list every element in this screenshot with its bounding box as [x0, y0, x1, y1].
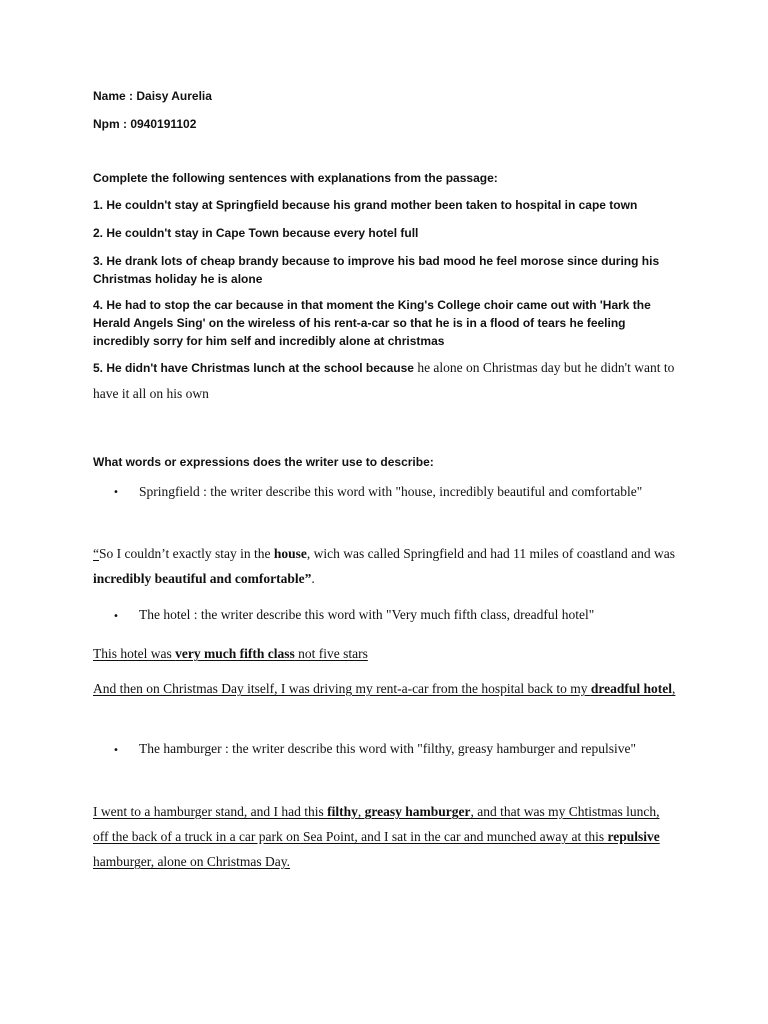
answer-1: 1. He couldn't stay at Springfield because his grand mother been taken to hospital in cape town [93, 198, 638, 212]
bullet-icon: • [113, 611, 119, 622]
quote-term-beautiful: incredibly beautiful and comfortable” [93, 571, 312, 586]
answer-5 [93, 355, 683, 406]
quote-hamburger: I went to a hamburger stand, and I had this filthy, greasy hamburger, and that was my Chtistmas lunch, off the back of a truck in a car park on Sea Point, and I sat in the car and munched away at this repulsive hamburger, alone on Christmas Day. [93, 804, 660, 869]
quote-springfield: “So I couldn’t exactly stay in the house, wich was called Springfield and had 11 miles of coastland and was incredibly beautiful and comfortable”. [93, 546, 676, 586]
answer-5-rest: he alone on Christmas day but he didn't want to have it all on his own [93, 360, 675, 401]
describe-hotel: The hotel : the writer describe this word with "Very much fifth class, dreadful hotel" [139, 607, 595, 622]
answer-3: 3. He drank lots of cheap brandy because to improve his bad mood he feel morose since during his Christmas holiday he is alone [93, 254, 660, 286]
quote-term-repulsive: repulsive [607, 829, 660, 844]
bullet-icon: • [113, 745, 119, 756]
answer-2: 2. He couldn't stay in Cape Town because every hotel full [93, 226, 419, 240]
quote-term-filthy: filthy [327, 804, 358, 819]
quote-term-greasy-hamburger: greasy hamburger [364, 804, 471, 819]
quote-hotel-2: And then on Christmas Day itself, I was driving my rent-a-car from the hospital back to my dreadful hotel, [93, 681, 676, 696]
describe-hamburger: The hamburger : the writer describe this word with "filthy, greasy hamburger and repulsive" [139, 741, 637, 756]
student-name: Name : Daisy Aurelia [93, 89, 212, 103]
quote-term-dreadful-hotel: dreadful hotel [590, 681, 673, 696]
quote-hotel-1: This hotel was very much fifth class not five stars [93, 646, 368, 661]
quote-term-fifth-class: very much fifth class [175, 646, 295, 661]
answer-4: 4. He had to stop the car because in that moment the King's College choir came out with 'Hark the Herald Angels Sing' on the wireless of his rent-a-car so that he is in a flood of tears he feeling incredibly sorry for him self and incredibly alone at christmas [93, 298, 651, 348]
bullet-icon: • [113, 487, 119, 498]
answer-5-lead: 5. He didn't have Christmas lunch at the school because [93, 361, 414, 375]
student-npm: Npm : 0940191102 [93, 117, 197, 131]
describe-springfield: Springfield : the writer describe this word with "house, incredibly beautiful and comfortable" [139, 484, 643, 499]
quote-term-house: house [273, 546, 307, 561]
section2-question: What words or expressions does the writer use to describe: [93, 455, 434, 469]
quote-open-mark: “ [93, 546, 99, 561]
section1-instruction: Complete the following sentences with explanations from the passage: [93, 171, 498, 185]
